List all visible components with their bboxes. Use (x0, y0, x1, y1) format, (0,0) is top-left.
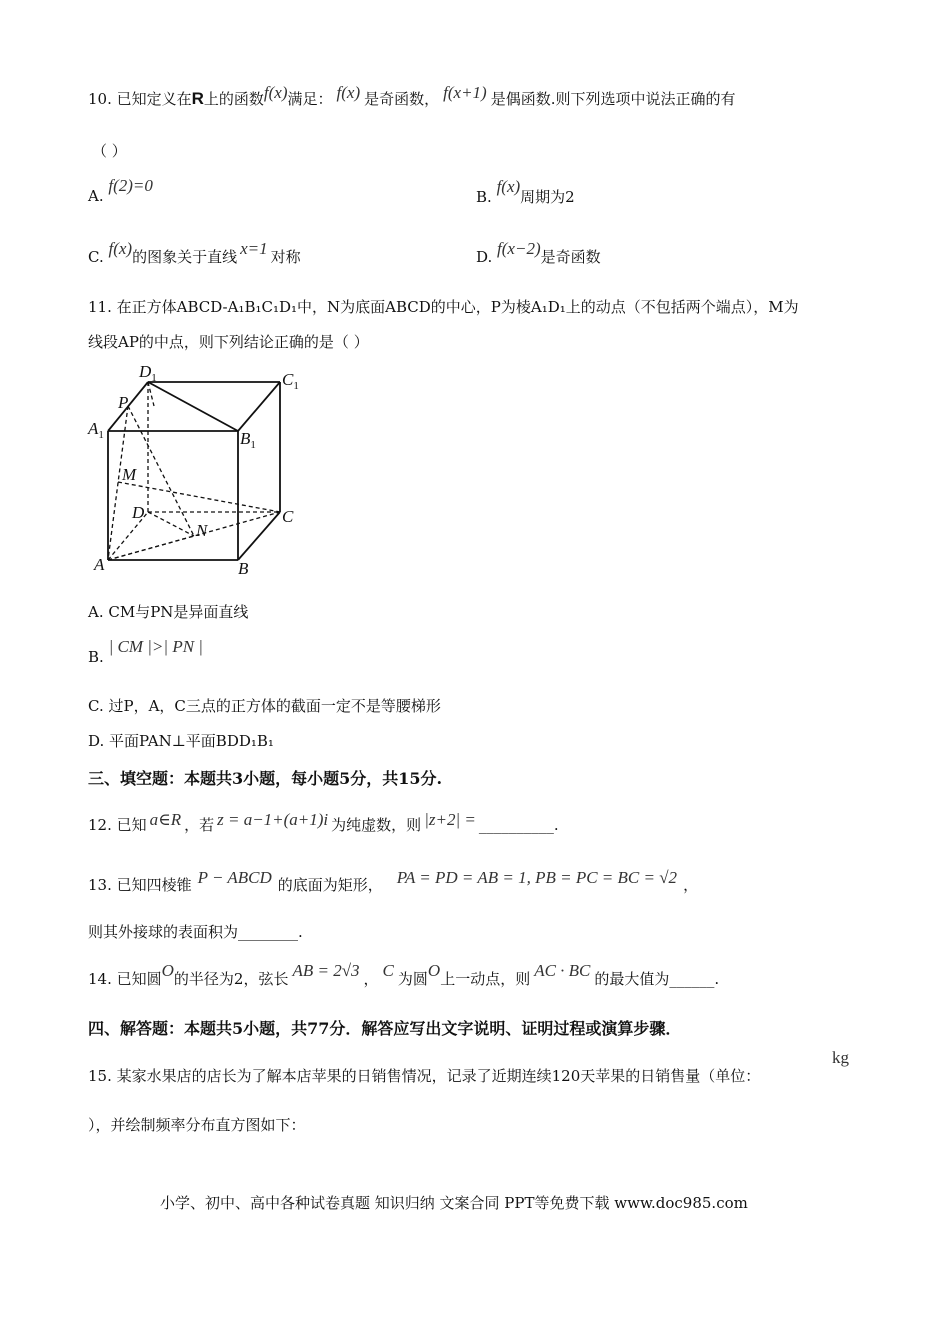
q11-stem-line2: 线段AP的中点，则下列结论正确的是（ ） (88, 333, 369, 351)
q11-option-c[interactable]: C. 过P，A，C三点的正方体的截面一定不是等腰梯形 (88, 697, 441, 715)
q10-stem: 10. 已知定义在R上的函数f(x)满足： f(x) 是奇函数， f(x+1) 是偶函数.则下列选项中说法正确的有 (88, 83, 736, 108)
section-4-heading: 四、解答题：本题共5小题，共77分．解答应写出文字说明、证明过程或演算步骤． (88, 1019, 682, 1038)
q10-option-b[interactable]: B. f(x)周期为2 (476, 177, 575, 206)
q13-line1: 13. 已知四棱锥 P − ABCD 的底面为矩形， PA = PD = AB = 1, PB = PC = BC = √2 ， (88, 868, 699, 894)
q14: 14. 已知圆O的半径为2，弦长 AB = 2√3 ， C 为圆O上一动点，则 AC · BC 的最大值为______. (88, 961, 720, 988)
q10-option-c[interactable]: C. f(x)的图象关于直线 x=1 对称 (88, 239, 301, 266)
label-c: C (282, 507, 294, 526)
q15-line2: ），并绘制频率分布直方图如下： (88, 1116, 306, 1134)
q11-option-d[interactable]: D. 平面PAN⊥平面BDD₁B₁ (88, 732, 274, 750)
q11-stem-line1: 11. 在正方体ABCD-A₁B₁C₁D₁中，N为底面ABCD的中心，P为棱A₁D₁上的动点（不包括两个端点），M为 (88, 298, 799, 316)
q10-option-a[interactable]: A. f(2)=0 (88, 176, 153, 205)
edge-d1b1 (148, 382, 238, 431)
label-d1: $D_1$ (139, 362, 157, 384)
q11-option-a[interactable]: A. CM与PN是异面直线 (88, 603, 249, 621)
label-c1: $C_1$ (282, 370, 299, 392)
label-b1: $B_1$ (240, 429, 256, 451)
edge-b1c1 (238, 382, 280, 431)
label-b: B (238, 559, 249, 578)
q15-line1: 15. 某家水果店的店长为了解本店苹果的日销售情况，记录了近期连续120天苹果的日销售量（单位： (88, 1067, 761, 1085)
label-m: M (122, 465, 137, 484)
label-d: D (132, 503, 145, 522)
label-p: P (118, 393, 129, 412)
label-n: N (196, 521, 208, 540)
section-3-heading: 三、填空题：本题共3小题，每小题5分，共15分. (88, 769, 443, 788)
q15-unit: kg (832, 1048, 849, 1067)
cube-figure (84, 360, 314, 580)
hidden-dn (148, 512, 194, 536)
q12-answer-blank[interactable]: __________. (478, 816, 559, 834)
label-a: A (94, 555, 105, 574)
page-footer: 小学、初中、高中各种试卷真题 知识归纳 文案合同 PPT等免费下载 www.doc985.com (160, 1194, 748, 1212)
q13-line2[interactable]: 则其外接球的表面积为________. (88, 923, 303, 941)
q10-paren: （ ） (92, 142, 127, 160)
label-a1: $A_1$ (88, 419, 104, 441)
edge-bc (238, 512, 280, 560)
q11-option-b[interactable]: B. | CM |>| PN | (88, 637, 203, 666)
q10-option-d[interactable]: D. f(x−2)是奇函数 (476, 239, 601, 266)
q12: 12. 已知 a∈R ，若 z = a−1+(a+1)i 为纯虚数，则 |z+2| = __________. (88, 810, 559, 834)
